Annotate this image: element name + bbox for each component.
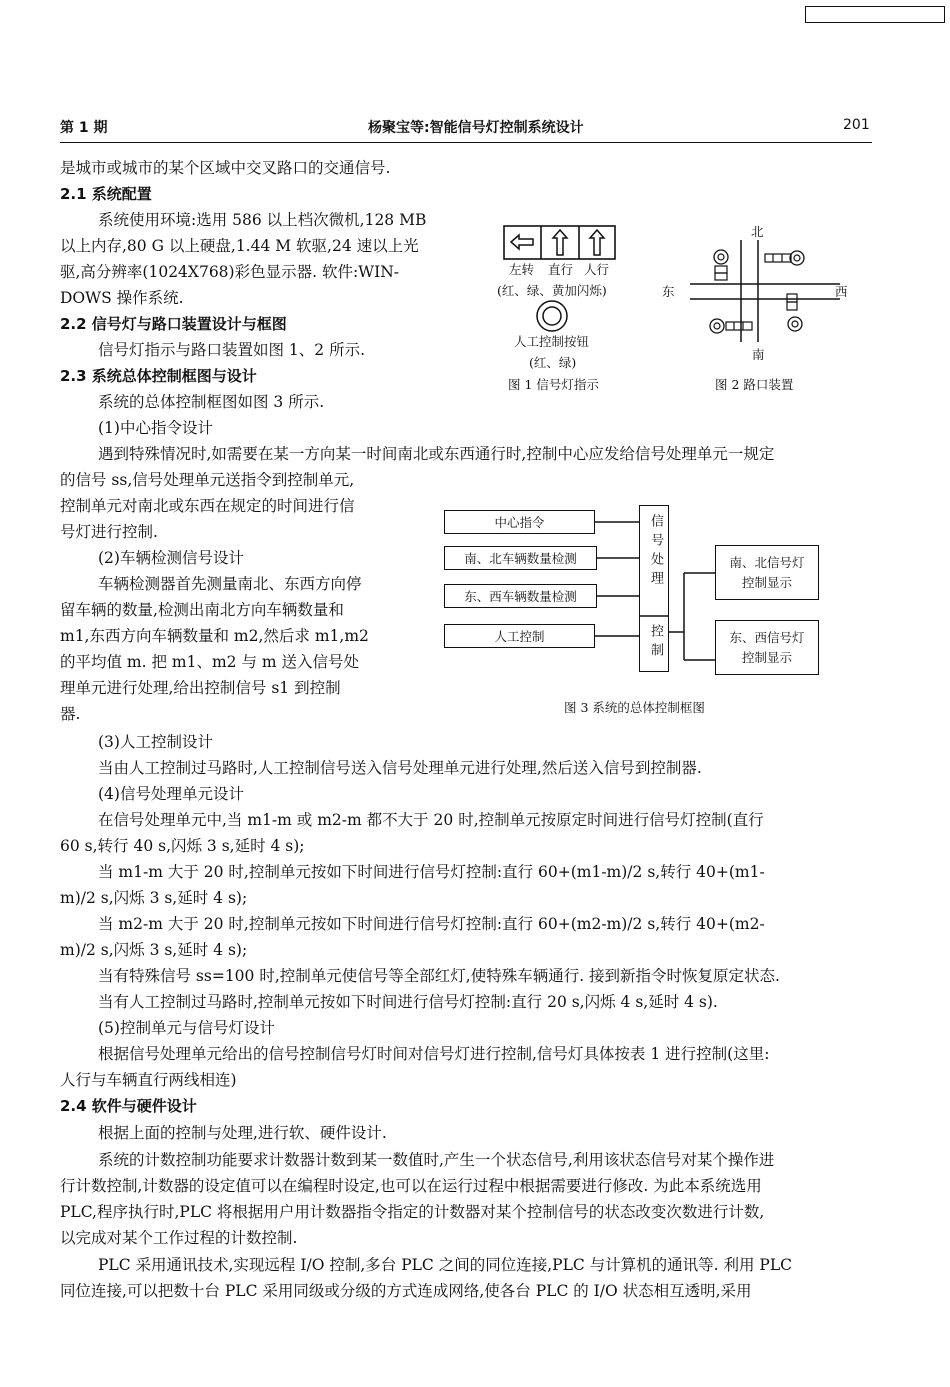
sub2-line1: 车辆检测器首先测量南北、东西方向停 bbox=[98, 575, 362, 593]
figure-1 bbox=[495, 222, 635, 397]
sub1-line4: 号灯进行控制. bbox=[60, 523, 158, 541]
sub2-line2: 留车辆的数量,检测出南北方向车辆数量和 bbox=[60, 601, 344, 619]
sub2-line4: 的平均值 m. 把 m1、m2 与 m 送入信号处 bbox=[60, 653, 360, 671]
sub4-line6: m)/2 s,闪烁 3 s,延时 4 s); bbox=[60, 941, 248, 959]
heading-2-1: 2.1 系统配置 bbox=[60, 185, 152, 203]
para-2-4-l4: PLC,程序执行时,PLC 将根据用户用计数器指令指定的计数器对某个控制信号的状态改变次数进行计数, bbox=[60, 1203, 765, 1221]
box-manual: 人工控制 bbox=[444, 624, 595, 648]
figure-3 bbox=[430, 500, 830, 720]
sub4-line7: 当有特殊信号 ss=100 时,控制单元使信号等全部红灯,使特殊车辆通行. 接到新指令时恢复原定状态. bbox=[98, 967, 780, 985]
dir-north: 北 bbox=[751, 224, 764, 239]
box-ns-detect: 南、北车辆数量检测 bbox=[444, 546, 597, 570]
signal-light-ne bbox=[765, 251, 804, 265]
para-2-4-l5: 以完成对某个工作过程的计数控制. bbox=[60, 1229, 298, 1247]
sub3-line: 当由人工控制过马路时,人工控制信号送入信号处理单元进行处理,然后送入信号到控制器. bbox=[98, 759, 702, 777]
para-2-1-l1: 系统使用环境:选用 586 以上档次微机,128 MB bbox=[98, 211, 427, 229]
para-2-2: 信号灯指示与路口装置如图 1、2 所示. bbox=[98, 341, 366, 359]
up-arrow-icon bbox=[553, 230, 567, 255]
light-label-left: 左转 bbox=[509, 262, 535, 277]
manual-button-label: 人工控制按钮 bbox=[514, 334, 590, 349]
ew-output-line1: 东、西信号灯 bbox=[729, 629, 805, 645]
signal-unit-label: 信号处理 bbox=[648, 514, 663, 590]
para-2-3: 系统的总体控制框图如图 3 所示. bbox=[98, 393, 325, 411]
sub2-line6: 器. bbox=[60, 705, 81, 723]
control-unit-label: 控制 bbox=[648, 624, 663, 662]
pedestrian-arrow-icon bbox=[590, 230, 604, 255]
header-title: 杨聚宝等:智能信号灯控制系统设计 bbox=[368, 120, 584, 136]
sub5-line1: 根据信号处理单元给出的信号控制信号灯时间对信号灯进行控制,信号灯具体按表 1 进行控制(这里: bbox=[98, 1045, 770, 1063]
dir-east: 东 bbox=[662, 284, 675, 299]
light-label-straight: 直行 bbox=[548, 262, 574, 277]
left-arrow-icon bbox=[511, 235, 533, 249]
ew-output-line2: 控制显示 bbox=[741, 649, 792, 665]
para-2-1-l3: 驱,高分辨率(1024X768)彩色显示器. 软件:WIN- bbox=[60, 263, 400, 281]
sub1-title: (1)中心指令设计 bbox=[98, 419, 213, 437]
sub3-title: (3)人工控制设计 bbox=[98, 733, 213, 751]
para-2-1-l4: DOWS 操作系统. bbox=[60, 289, 184, 307]
box-ew-detect: 东、西车辆数量检测 bbox=[444, 584, 597, 608]
box-ns-output bbox=[715, 545, 819, 600]
page-number: 201 bbox=[843, 117, 870, 133]
sub4-title: (4)信号处理单元设计 bbox=[98, 785, 244, 803]
para-2-4-l3: 行计数控制,计数器的设定值可以在编程时设定,也可以在运行过程中根据需要进行修改. 为此本系统选用 bbox=[60, 1177, 762, 1195]
signal-light-sw bbox=[710, 319, 752, 333]
intro-line: 是城市或城市的某个区域中交叉路口的交通信号. bbox=[60, 159, 391, 177]
ns-output-line1: 南、北信号灯 bbox=[729, 554, 805, 570]
para-2-4-l1: 根据上面的控制与处理,进行软、硬件设计. bbox=[98, 1124, 387, 1142]
manual-button-colors: (红、绿) bbox=[529, 355, 577, 370]
sub1-line1: 遇到特殊情况时,如需要在某一方向某一时间南北或东西通行时,控制中心应发给信号处理单元一规定 bbox=[98, 445, 775, 463]
dir-west: 西 bbox=[835, 284, 848, 299]
sub2-line3: m1,东西方向车辆数量和 m2,然后求 m1,m2 bbox=[60, 627, 369, 645]
intersection-diagram bbox=[655, 222, 860, 362]
para-2-4-l2: 系统的计数控制功能要求计数器计数到某一数值时,产生一个状态信号,利用该状态信号对某个操作进 bbox=[98, 1151, 775, 1169]
heading-2-2: 2.2 信号灯与路口装置设计与框图 bbox=[60, 315, 287, 333]
sub4-line1: 在信号处理单元中,当 m1-m 或 m2-m 都不大于 20 时,控制单元按原定时间进行信号灯控制(直行 bbox=[98, 811, 764, 829]
header-issue: 第 1 期 bbox=[60, 120, 108, 136]
figure-2-caption: 图 2 路口装置 bbox=[715, 377, 794, 392]
heading-2-4: 2.4 软件与硬件设计 bbox=[60, 1097, 197, 1115]
sub2-title: (2)车辆检测信号设计 bbox=[98, 549, 244, 567]
box-ew-output bbox=[715, 620, 819, 675]
stamp-box bbox=[805, 6, 945, 23]
figure-2 bbox=[655, 222, 860, 397]
manual-button-icon bbox=[495, 300, 635, 336]
sub4-line3: 当 m1-m 大于 20 时,控制单元按如下时间进行信号灯控制:直行 60+(m1-m)/2 s,转行 40+(m1- bbox=[98, 863, 765, 881]
sub4-line5: 当 m2-m 大于 20 时,控制单元按如下时间进行信号灯控制:直行 60+(m2-m)/2 s,转行 40+(m2- bbox=[98, 915, 765, 933]
para-2-1-l2: 以上内存,80 G 以上硬盘,1.44 M 软驱,24 速以上光 bbox=[60, 237, 419, 255]
para-2-4-l6: PLC 采用通讯技术,实现远程 I/O 控制,多台 PLC 之间的同位连接,PLC 与计算机的通讯等. 利用 PLC bbox=[98, 1256, 793, 1274]
ns-output-line2: 控制显示 bbox=[741, 574, 792, 590]
header-rule bbox=[60, 142, 872, 143]
figure-3-caption: 图 3 系统的总体控制框图 bbox=[564, 700, 705, 715]
dir-south: 南 bbox=[752, 347, 765, 362]
sub2-line5: 理单元进行处理,给出控制信号 s1 到控制 bbox=[60, 679, 341, 697]
signal-light-nw bbox=[714, 250, 728, 280]
sub4-line2: 60 s,转行 40 s,闪烁 3 s,延时 4 s); bbox=[60, 837, 305, 855]
sub5-line2: 人行与车辆直行两线相连) bbox=[60, 1071, 237, 1089]
figure-1-caption: 图 1 信号灯指示 bbox=[508, 377, 599, 392]
sub5-title: (5)控制单元与信号灯设计 bbox=[98, 1019, 275, 1037]
sub1-line2: 的信号 ss,信号处理单元送指令到控制单元, bbox=[60, 471, 355, 489]
sub4-line4: m)/2 s,闪烁 3 s,延时 4 s); bbox=[60, 889, 248, 907]
sub4-line8: 当有人工控制过马路时,控制单元按如下时间进行信号灯控制:直行 20 s,闪烁 4 s,延时 4 s). bbox=[98, 993, 718, 1011]
box-center-command: 中心指令 bbox=[444, 510, 595, 534]
light-colors-note: (红、绿、黄加闪烁) bbox=[497, 283, 607, 298]
para-2-4-l7: 同位连接,可以把数十台 PLC 采用同级或分级的方式连成网络,使各台 PLC 的 I/O 状态相互透明,采用 bbox=[60, 1282, 752, 1300]
heading-2-3: 2.3 系统总体控制框图与设计 bbox=[60, 367, 257, 385]
light-label-pedestrian: 人行 bbox=[584, 262, 610, 277]
sub1-line3: 控制单元对南北或东西在规定的时间进行信 bbox=[60, 497, 355, 515]
